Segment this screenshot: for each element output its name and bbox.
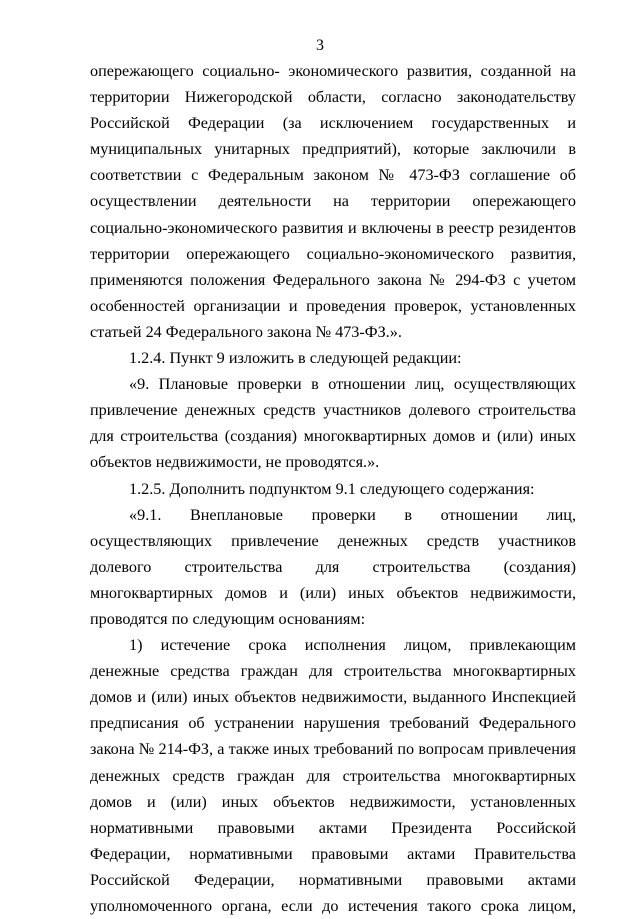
- page-number: 3: [316, 37, 324, 54]
- paragraph-item-1-2-5: 1.2.5. Дополнить подпунктом 9.1 следующего содержания:: [129, 479, 535, 498]
- document-body: [90, 58, 576, 919]
- paragraph-continuation: опережающего социально- экономического развития, созданной на территории Нижегородской области, согласно законодательству Российской Федерации (за исключением государственных и муниципальных унитарных предприятий), которые заключили в соответствии с Федеральным законом № 473-ФЗ соглашение об осуществлении деятельности на территории опережающего социально-экономического развития и включены в реестр резидентов территории опережающего социально-экономического развития, применяются положения Федерального закона № 294-ФЗ с учетом особенностей организации и проведения проверок, установленных статьей 24 Федерального закона № 473-ФЗ.».: [90, 62, 576, 341]
- paragraph-subitem-1: 1) истечение срока исполнения лицом, привлекающим денежные средства граждан для строительства многоквартирных домов и (или) иных объектов недвижимости, выданного Инспекцией предписания об устранении нарушения требований Федерального закона № 214-ФЗ, а также иных требований по вопросам привлечения денежных средств граждан для строительства многоквартирных домов и (или) иных объектов недвижимости, установленных нормативными правовыми актами Президента Российской Федерации, нормативными правовыми актами Правительства Российской Федерации, нормативными правовыми актами уполномоченного органа, если до истечения такого срока лицом,: [90, 636, 576, 915]
- paragraph-item-9: «9. Плановые проверки в отношении лиц, осуществляющих привлечение денежных средств участников долевого строительства для строительства (создания) многоквартирных домов и (или) иных объектов недвижимости, не проводятся.».: [90, 375, 576, 472]
- paragraph-item-1-2-4: 1.2.4. Пункт 9 изложить в следующей редакции:: [129, 349, 462, 368]
- paragraph-item-9-1: «9.1. Внеплановые проверки в отношении лиц, осуществляющих привлечение денежных средств участников долевого строительства для строительства (создания) многоквартирных домов и (или) иных объектов недвижимости, проводятся по следующим основаниям:: [90, 505, 576, 628]
